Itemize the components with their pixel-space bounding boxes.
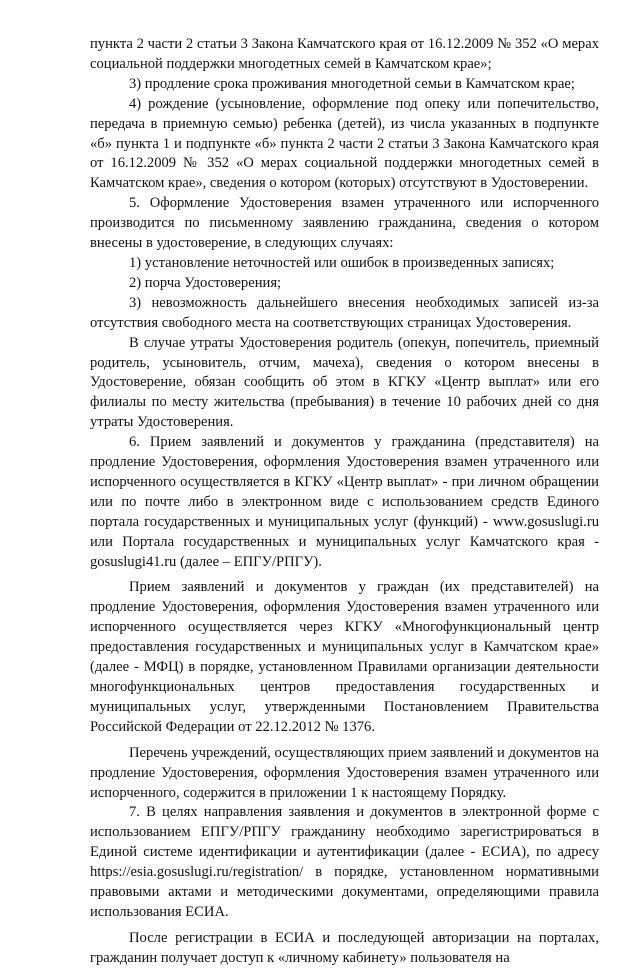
section-7-paragraph: 7. В целях направления заявления и документов в электронной форме с использованием ЕПГУ/РПГУ гражданину необходимо зарегистрироваться в Единой системе идентификации и аутентификации (далее - ЕСИА), по адресу https://esia.gosuslugi.ru/registration/ в порядке, установленном нормативными правовыми актами и методическими документами, определяющими правила использования ЕСИА.	[90, 804, 599, 920]
section-5-item-3: 3) невозможность дальнейшего внесения необходимых записей из-за отсутствия свободного места на соответствующих страницах Удостоверения.	[90, 294, 599, 331]
section-5-item-1: 1) установление неточностей или ошибок в произведенных записях;	[129, 254, 555, 271]
section-5-paragraph: 5. Оформление Удостоверения взамен утраченного или испорченного производится по письменному заявлению гражданина, сведения о котором внесены в удостоверение, в следующих случаях:	[90, 195, 599, 252]
list-item-3: 3) продление срока проживания многодетной семьи в Камчатском крае;	[129, 75, 575, 92]
loss-notice-paragraph: В случае утраты Удостоверения родитель (опекун, попечитель, приемный родитель, усыновитель, отчим, мачеха), сведения о котором внесены в Удостоверение, обязан сообщить об этом в КГКУ «Центр выплат» или его филиалы по месту жительства (пребывания) в течение 10 рабочих дней со дня утраты Удостоверения.	[90, 334, 599, 431]
mfc-reception-paragraph: Прием заявлений и документов у граждан (их представителей) на продление Удостоверения, оформления Удостоверения взамен утраченного или испорченного осуществляется через КГКУ «Многофункциональный центр предоставления государственных и муниципальных услуг в Камчатском крае» (далее - МФЦ) в порядке, установленном Правилами организации деятельности многофункциональных центров предоставления государственных и муниципальных услуг, утвержденными Постановлением Правительства Российской Федерации от 22.12.2012 № 1376.	[90, 579, 599, 735]
institutions-list-paragraph: Перечень учреждений, осуществляющих прием заявлений и документов на продление Удостоверения, оформления Удостоверения взамен утраченного или испорченного, содержится в приложении 1 к настоящему Порядку.	[90, 744, 600, 801]
after-registration-paragraph: После регистрации в ЕСИА и последующей авторизации на порталах, гражданин получает доступ к «личному кабинету» пользователя на	[90, 929, 599, 966]
paragraph-continuation: пункта 2 части 2 статьи 3 Закона Камчатского края от 16.12.2009 № 352 «О мерах социальной поддержки многодетных семей в Камчатском крае»;	[90, 36, 599, 72]
document-page	[90, 35, 599, 969]
section-5-item-2: 2) порча Удостоверения;	[129, 274, 282, 291]
list-item-4: 4) рождение (усыновление, оформление под опеку или попечительство, передача в приемную семью) ребенка (детей), из числа указанных в подпункте «б» пункта 1 и подпункте «б» пункта 2 части 2 статьи 3 Закона Камчатского края от 16.12.2009 № 352 «О мерах социальной поддержки многодетных семей в Камчатском крае», сведения о котором (которых) отсутствуют в Удостоверении.	[90, 95, 599, 192]
section-6-paragraph: 6. Прием заявлений и документов у гражданина (представителя) на продление Удостоверения, оформления Удостоверения взамен утраченного или испорченного осуществляется в КГКУ «Центр выплат» - при личном обращении или по почте либо в электронном виде с использованием средств Единого портала государственных и муниципальных услуг (функций) - www.gosuslugi.ru или Портала государственных и муниципальных услуг Камчатского края - gosuslugi41.ru (далее – ЕПГУ/РПГУ).	[90, 434, 599, 570]
